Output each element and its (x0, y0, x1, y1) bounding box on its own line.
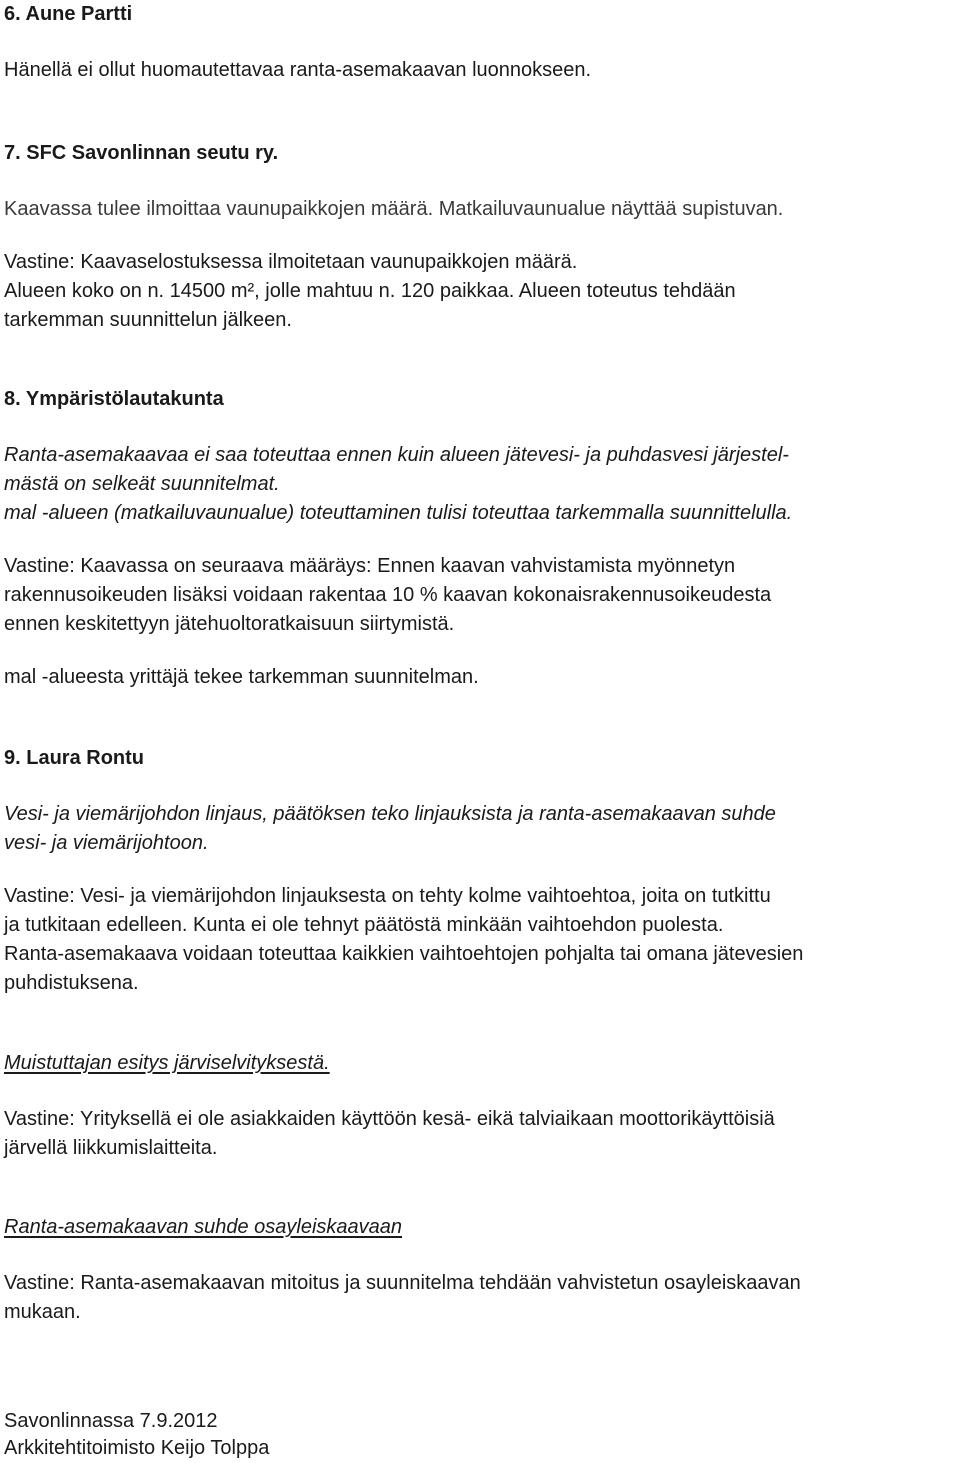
section-9-remark-line-2: vesi- ja viemärijohtoon. (4, 832, 209, 854)
section-8-response-line-3: ennen keskitettyyn jätehuoltoratkaisuun siirtymistä. (4, 613, 455, 635)
lake-survey-response-line-1: Vastine: Yrityksellä ei ole asiakkaiden käyttöön kesä- eikä talviaikaan moottorikäyttöisiä (4, 1108, 775, 1130)
section-7-remark: Kaavassa tulee ilmoittaa vaunupaikkojen määrä. Matkailuvaunualue näyttää supistuvan. (4, 198, 784, 220)
lake-survey-response-line-2: järvellä liikkumislaitteita. (4, 1137, 218, 1159)
master-plan-response-line-2: mukaan. (4, 1301, 81, 1323)
section-8-response-line-2: rakennusoikeuden lisäksi voidaan rakentaa 10 % kaavan kokonaisrakennusoikeudesta (4, 584, 772, 606)
section-9-response-line-4: puhdistuksena. (4, 972, 139, 994)
section-9-response-line-1: Vastine: Vesi- ja viemärijohdon linjauksesta on tehty kolme vaihtoehtoa, joita on tutkittu (4, 885, 771, 907)
section-8-remark-line-1: Ranta-asemakaavaa ei saa toteuttaa ennen kuin alueen jätevesi- ja puhdasvesi järjestel- (4, 444, 789, 466)
section-9-response-line-2: ja tutkitaan edelleen. Kunta ei ole tehnyt päätöstä minkään vaihtoehdon puolesta. (4, 914, 724, 936)
section-heading-9: 9. Laura Rontu (4, 747, 145, 769)
section-heading-6: 6. Aune Partti (4, 3, 133, 25)
subheading-master-plan: Ranta-asemakaavan suhde osayleiskaavaan (4, 1216, 403, 1238)
section-6-text: Hänellä ei ollut huomautettavaa ranta-asemakaavan luonnokseen. (4, 59, 592, 81)
section-8-remark-line-3: mal -alueen (matkailuvaunualue) toteuttaminen tulisi toteuttaa tarkemmalla suunnittelulla. (4, 502, 793, 524)
section-heading-7: 7. SFC Savonlinnan seutu ry. (4, 142, 279, 164)
signature-place-date: Savonlinnassa 7.9.2012 (4, 1410, 218, 1432)
section-8-remark-line-2: mästä on selkeät suunnitelmat. (4, 473, 280, 495)
section-8-note: mal -alueesta yrittäjä tekee tarkemman suunnitelman. (4, 666, 479, 688)
subheading-lake-survey: Muistuttajan esitys järviselvityksestä. (4, 1052, 330, 1074)
section-heading-8: 8. Ympäristölautakunta (4, 388, 224, 410)
section-9-remark-line-1: Vesi- ja viemärijohdon linjaus, päätöksen teko linjauksista ja ranta-asemakaavan suhde (4, 803, 776, 825)
signature-office: Arkkitehtitoimisto Keijo Tolppa (4, 1437, 270, 1459)
section-8-response-line-1: Vastine: Kaavassa on seuraava määräys: Ennen kaavan vahvistamista myönnetyn (4, 555, 736, 577)
master-plan-response-line-1: Vastine: Ranta-asemakaavan mitoitus ja suunnitelma tehdään vahvistetun osayleiskaavan (4, 1272, 801, 1294)
section-7-response-line-1: Vastine: Kaavaselostuksessa ilmoitetaan vaunupaikkojen määrä. (4, 251, 578, 273)
section-7-response-line-2: Alueen koko on n. 14500 m², jolle mahtuu n. 120 paikkaa. Alueen toteutus tehdään (4, 280, 736, 302)
section-7-response-line-3: tarkemman suunnittelun jälkeen. (4, 309, 292, 331)
section-9-response-line-3: Ranta-asemakaava voidaan toteuttaa kaikkien vaihtoehtojen pohjalta tai omana jätevesien (4, 943, 804, 965)
